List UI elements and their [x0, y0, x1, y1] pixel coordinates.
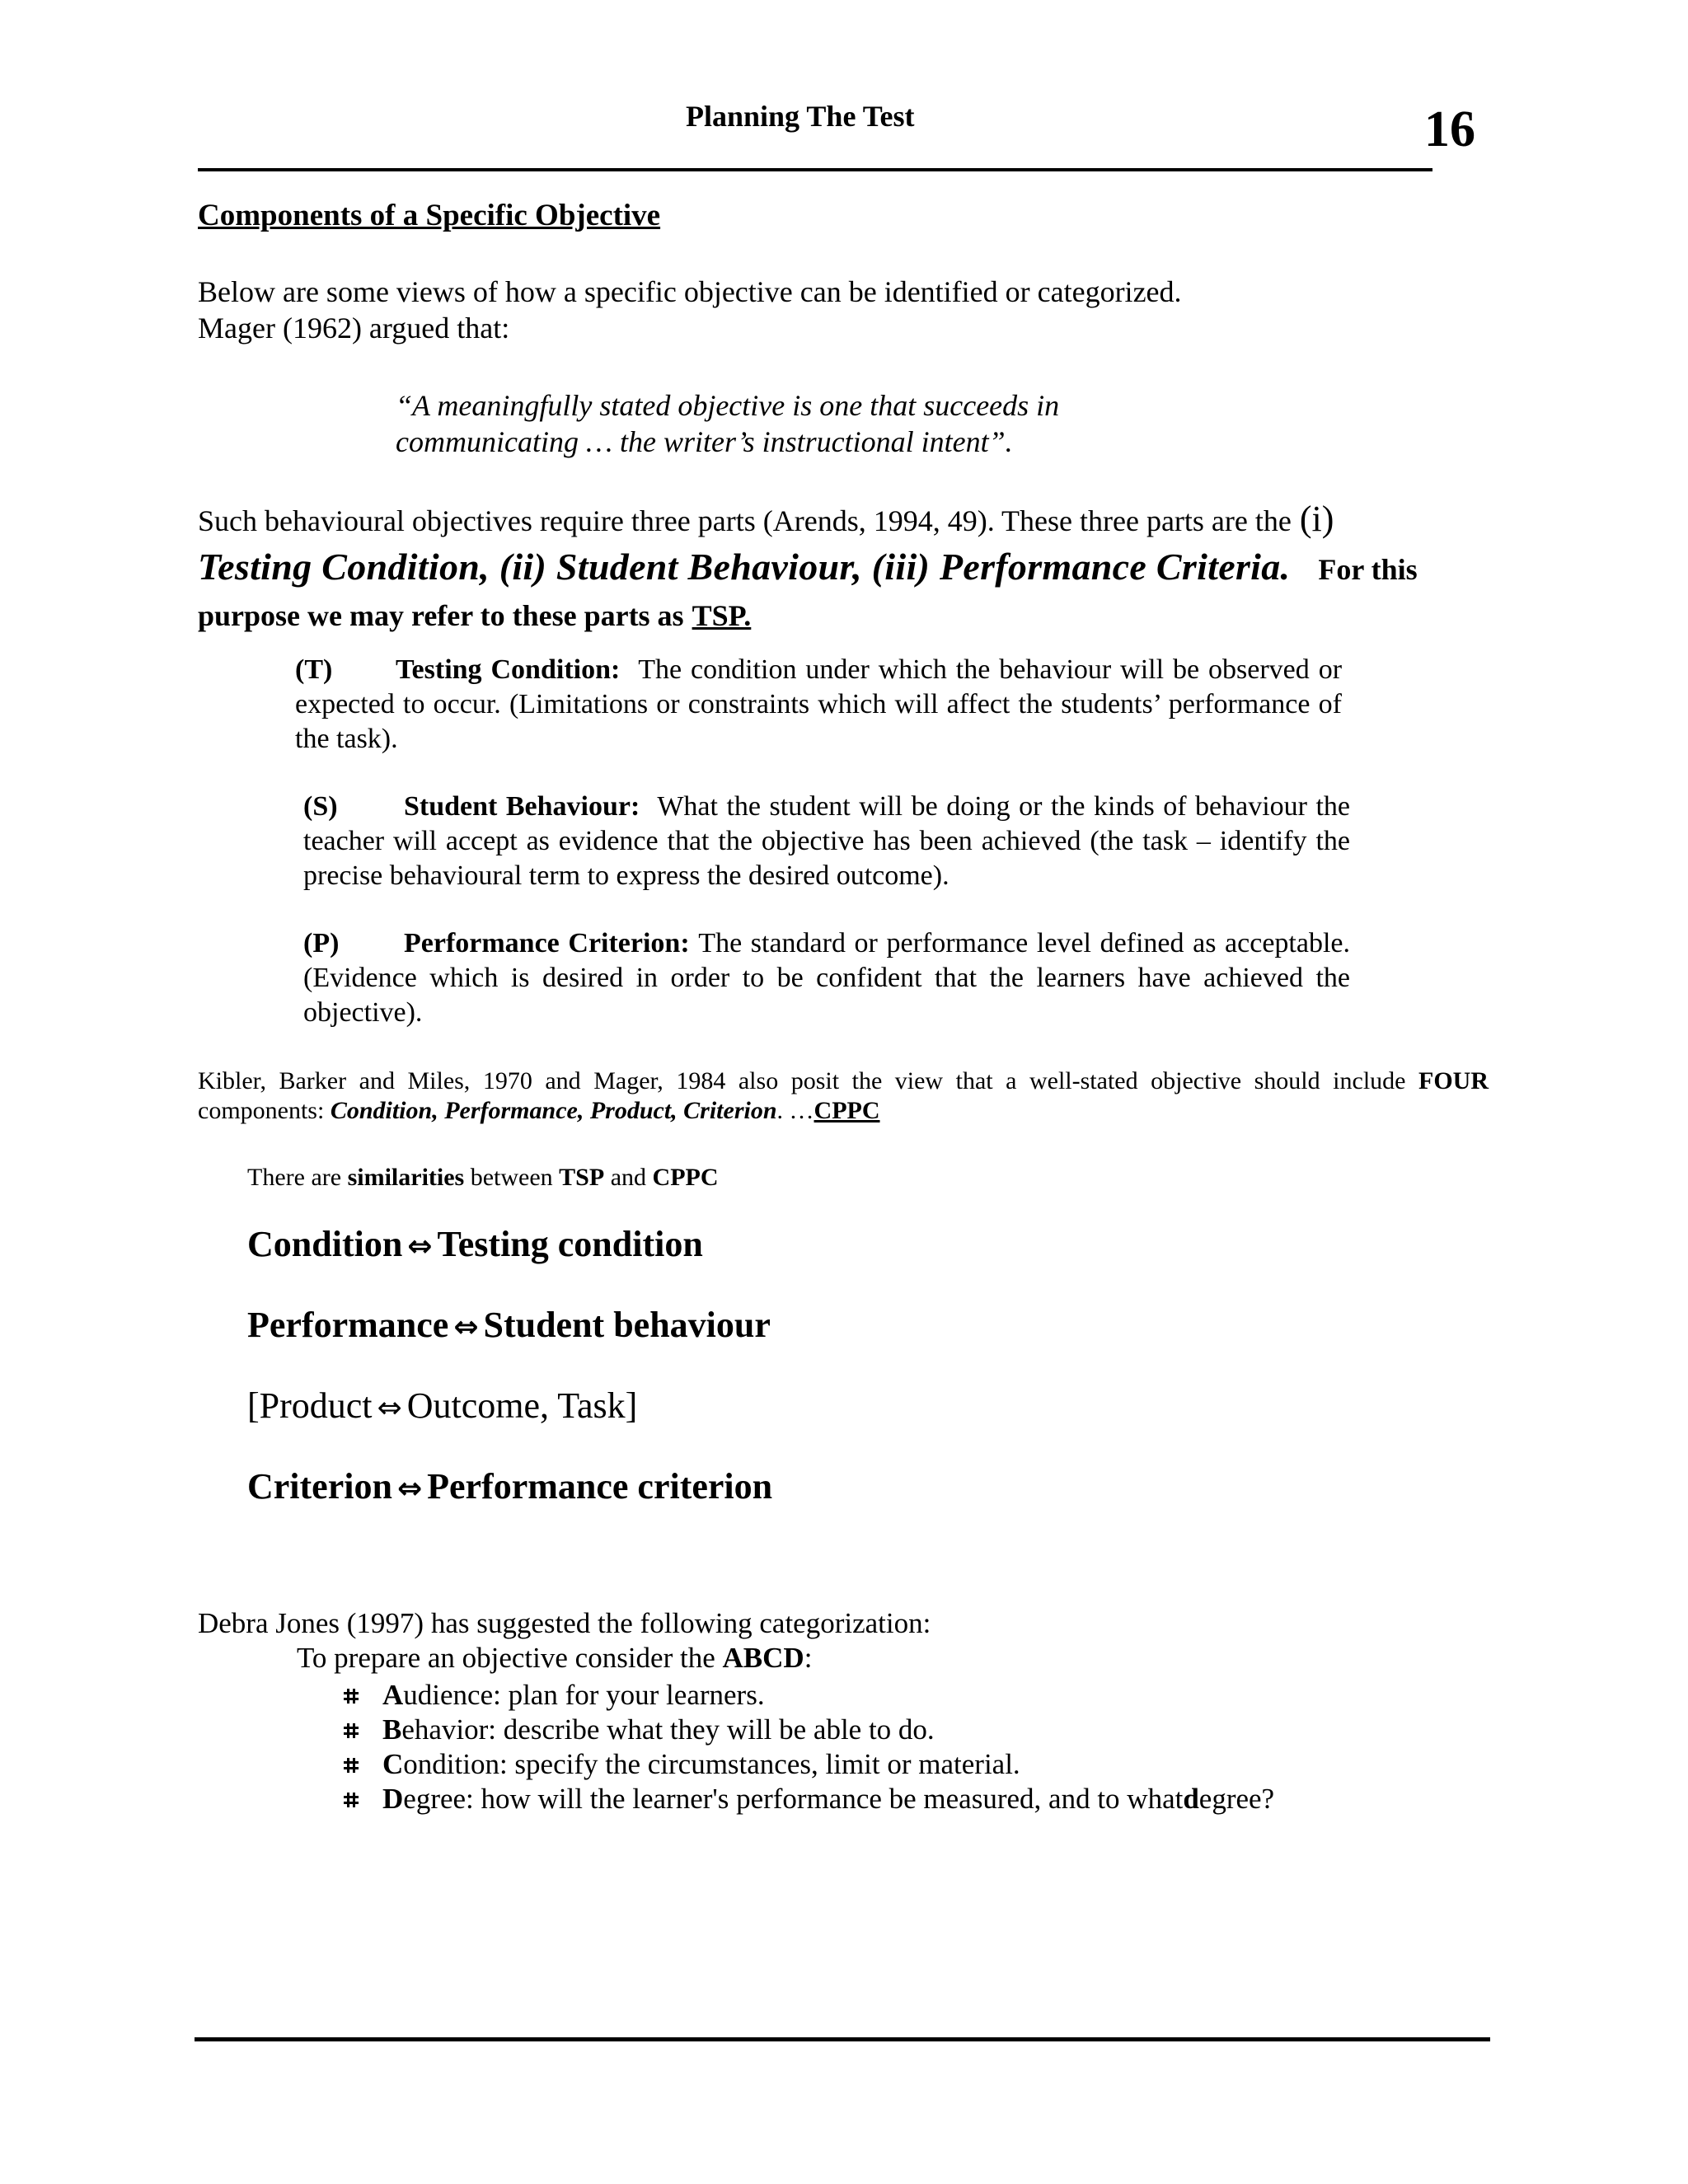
item-text: egree: how will the learner's performance be measured, and to what	[403, 1783, 1184, 1815]
abcd-prompt-text: To prepare an objective consider the	[297, 1642, 715, 1674]
definition-student-behaviour	[303, 790, 1350, 893]
definition-code: (T)	[295, 654, 333, 685]
abcd-list	[345, 1678, 1274, 1816]
definition-term: Testing Condition:	[396, 654, 621, 685]
components-list: Condition, Performance, Product, Criterion	[330, 1097, 777, 1124]
definition-text: What the student will be doing or the kinds of behaviour the teacher will accept as evidence that the objective has been achieved (the task – identify the precise behavioural term to express the desired outcome).	[303, 791, 1351, 891]
quote-line-1: “A meaningfully stated objective is one that succeeds in	[396, 389, 1060, 422]
tsp-paragraph	[198, 498, 1484, 633]
components-label: components:	[198, 1097, 325, 1124]
double-arrow-icon: ⇔	[407, 1230, 433, 1263]
roman-numeral-i: (i)	[1299, 499, 1334, 539]
kibler-text: Kibler, Barker and Miles, 1970 and Mager, 1984 also posit the view that a well-stated objective should include	[198, 1067, 1406, 1094]
tsp-line-3	[198, 598, 1484, 633]
kibler-ellipsis: . …	[776, 1097, 814, 1124]
abcd-colon: :	[804, 1642, 813, 1674]
definition-code: (P)	[303, 928, 340, 958]
definition-text: The standard or performance level defined as acceptable. (Evidence which is desired in order to be confident that the learners have achieved the objective).	[303, 928, 1350, 1028]
list-item	[345, 1713, 1274, 1747]
tsp-keyword: TSP	[559, 1164, 605, 1191]
four-keyword: FOUR	[1418, 1067, 1489, 1094]
kibler-paragraph	[198, 1066, 1489, 1126]
mapping-criterion	[247, 1465, 772, 1507]
mapping-left: Performance	[247, 1305, 449, 1345]
abcd-keyword: ABCD	[722, 1642, 804, 1674]
item-text: udience: plan for your learners.	[403, 1679, 765, 1711]
item-text: ehavior: describe what they will be able to do.	[401, 1713, 935, 1746]
item-initial: D	[382, 1783, 404, 1815]
definition-term: Performance Criterion:	[404, 928, 690, 958]
tsp-line-2	[198, 545, 1484, 588]
definition-performance-criterion	[303, 926, 1350, 1030]
mapping-performance	[247, 1304, 771, 1346]
list-item	[345, 1678, 1274, 1713]
page-header-title: Planning The Test	[686, 100, 915, 133]
square-hash-bullet-icon	[345, 1689, 358, 1702]
square-hash-bullet-icon	[345, 1758, 358, 1771]
definition-code: (S)	[303, 791, 338, 822]
cppc-keyword: CPPC	[652, 1164, 719, 1191]
similarities-text: between	[470, 1164, 553, 1191]
tsp-line-1	[198, 498, 1484, 540]
purpose-text-b: purpose we may refer to these parts as	[198, 599, 684, 632]
square-hash-bullet-icon	[345, 1793, 358, 1806]
similarities-text: There are	[247, 1164, 342, 1191]
footer-divider	[195, 2037, 1490, 2041]
mapping-right: Outcome, Task]	[406, 1385, 638, 1426]
three-parts-text: Testing Condition, (ii) Student Behaviour, (iii) Performance Criteria.	[198, 546, 1291, 588]
mapping-condition	[247, 1223, 703, 1265]
cppc-acronym: CPPC	[814, 1097, 880, 1124]
intro-line-2: Mager (1962) argued that:	[198, 312, 510, 344]
mapping-right: Testing condition	[437, 1224, 703, 1264]
item-text: ondition: specify the circumstances, limit or material.	[403, 1748, 1020, 1780]
definition-testing-condition	[295, 653, 1342, 757]
intro-paragraph	[198, 274, 1467, 346]
double-arrow-icon: ⇔	[377, 1391, 402, 1425]
mapping-left: Condition	[247, 1224, 403, 1264]
abcd-prompt	[297, 1642, 812, 1675]
definition-text: The condition under which the behaviour will be observed or expected to occur. (Limitations or constraints which will affect the students’ performance of the task).	[295, 654, 1343, 754]
mapping-right: Student behaviour	[483, 1305, 771, 1345]
purpose-text-a: For this	[1318, 553, 1418, 586]
item-tail-bold: d	[1183, 1783, 1199, 1815]
mapping-left: Criterion	[247, 1466, 392, 1507]
mapping-product	[247, 1385, 637, 1427]
item-initial: C	[382, 1748, 404, 1780]
list-item	[345, 1747, 1274, 1782]
double-arrow-icon: ⇔	[453, 1310, 479, 1344]
debra-intro: Debra Jones (1997) has suggested the following categorization:	[198, 1607, 931, 1639]
mapping-right: Performance criterion	[427, 1466, 773, 1507]
quote-line-2: communicating … the writer’s instructional intent”.	[396, 425, 1013, 458]
tsp-lead-text: Such behavioural objectives require three parts (Arends, 1994, 49). These three parts are the	[198, 504, 1292, 537]
similarities-line	[247, 1164, 719, 1192]
item-tail: egree?	[1198, 1783, 1275, 1815]
similarities-text: and	[610, 1164, 647, 1191]
similarities-keyword: similarities	[347, 1164, 465, 1191]
definition-term: Student Behaviour:	[404, 791, 640, 822]
header-divider	[198, 168, 1432, 171]
list-item	[345, 1782, 1274, 1816]
double-arrow-icon: ⇔	[396, 1472, 423, 1506]
mapping-left: [Product	[247, 1385, 373, 1426]
section-heading: Components of a Specific Objective	[198, 199, 661, 232]
page-number: 16	[1424, 101, 1475, 157]
mager-quote	[396, 387, 1220, 460]
item-initial: B	[382, 1713, 402, 1746]
square-hash-bullet-icon	[345, 1723, 358, 1736]
tsp-acronym: TSP.	[692, 599, 752, 632]
item-initial: A	[382, 1679, 404, 1711]
intro-line-1: Below are some views of how a specific objective can be identified or categorized.	[198, 275, 1182, 308]
